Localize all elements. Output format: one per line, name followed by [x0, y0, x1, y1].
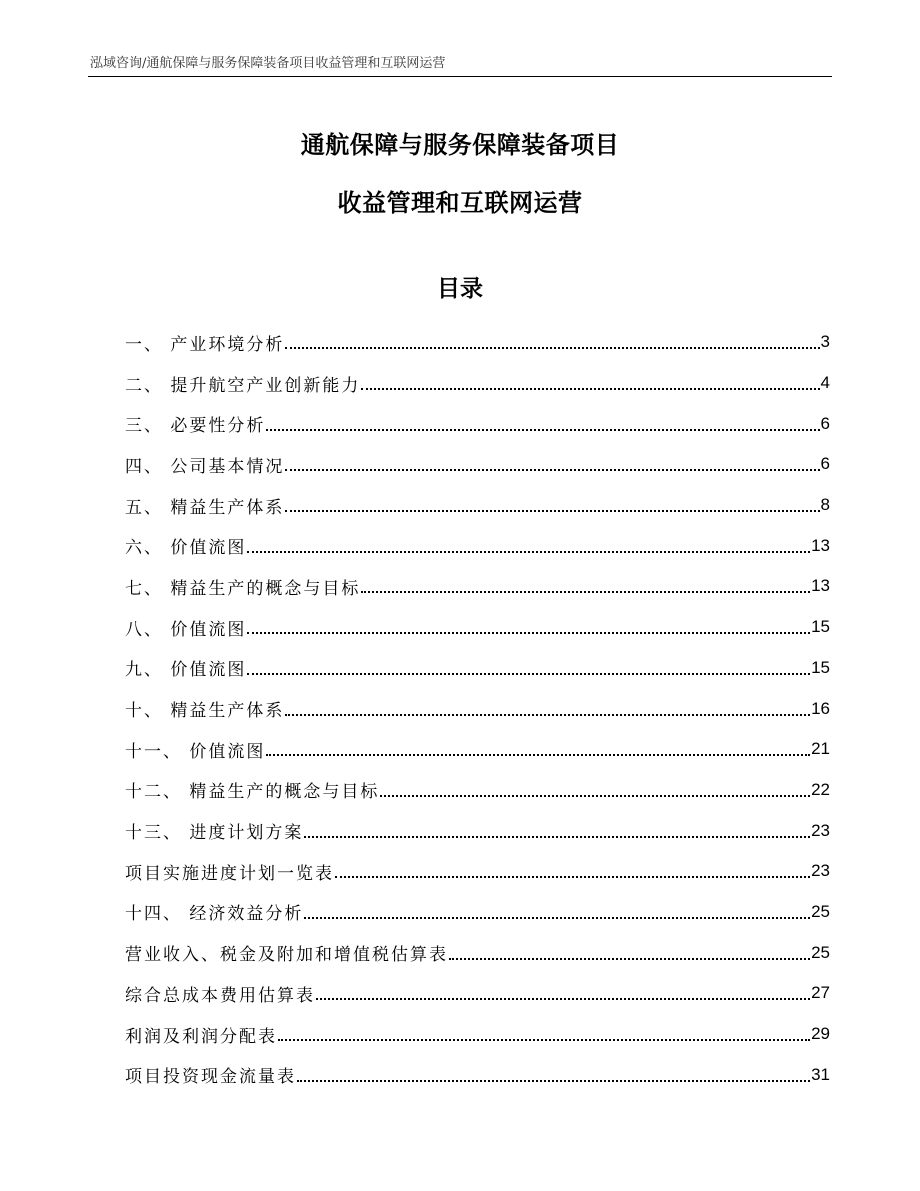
toc-entry[interactable] — [125, 810, 830, 851]
running-header: 泓域咨询/通航保障与服务保障装备项目收益管理和互联网运营 — [90, 56, 446, 71]
toc-entry-label: 三、 必要性分析 — [125, 416, 266, 437]
toc-dot-leader — [297, 1080, 810, 1082]
toc-entry-page: 23 — [811, 820, 830, 840]
toc-entry-label: 综合总成本费用估算表 — [125, 985, 315, 1006]
toc-entry[interactable] — [125, 485, 830, 526]
toc-entry-label: 十四、 经济效益分析 — [125, 904, 304, 925]
toc-entry-label: 一、 产业环境分析 — [125, 334, 285, 355]
toc-entry[interactable] — [125, 770, 830, 811]
toc-entry[interactable] — [125, 525, 830, 566]
toc-entry[interactable] — [125, 892, 830, 933]
toc-dot-leader — [285, 510, 819, 512]
toc-entry-label: 利润及利润分配表 — [125, 1026, 277, 1047]
toc-entry-page: 15 — [811, 657, 830, 677]
toc-entry-page: 4 — [820, 373, 830, 393]
toc-entry-label: 项目实施进度计划一览表 — [125, 863, 334, 884]
toc-dot-leader — [316, 998, 810, 1000]
toc-dot-leader — [380, 795, 810, 797]
toc-dot-leader — [278, 1039, 810, 1041]
toc-entry-page: 27 — [811, 983, 830, 1003]
toc-dot-leader — [285, 347, 819, 349]
toc-entry-page: 23 — [811, 861, 830, 881]
toc-entry-label: 项目投资现金流量表 — [125, 1067, 296, 1088]
toc-entry-page: 13 — [811, 576, 830, 596]
toc-entry-page: 13 — [811, 535, 830, 555]
toc-dot-leader — [247, 632, 810, 634]
toc-entry-label: 八、 价值流图 — [125, 619, 247, 640]
toc-dot-leader — [285, 469, 819, 471]
toc-entry-page: 31 — [811, 1064, 830, 1084]
toc-entry-label: 五、 精益生产体系 — [125, 497, 285, 518]
header-divider — [88, 76, 832, 77]
toc-entry[interactable] — [125, 729, 830, 770]
toc-entry-label: 七、 精益生产的概念与目标 — [125, 578, 361, 599]
toc-entry-page: 25 — [811, 901, 830, 921]
toc-entry[interactable] — [125, 1014, 830, 1055]
toc-dot-leader — [247, 673, 810, 675]
toc-entry-label: 营业收入、税金及附加和增值税估算表 — [125, 945, 448, 966]
toc-entry[interactable] — [125, 973, 830, 1014]
toc-entry-label: 四、 公司基本情况 — [125, 456, 285, 477]
document-title-line-1: 通航保障与服务保障装备项目 — [300, 131, 620, 159]
toc-dot-leader — [266, 429, 819, 431]
toc-dot-leader — [304, 836, 810, 838]
toc-entry[interactable] — [125, 444, 830, 485]
toc-heading: 目录 — [437, 276, 483, 302]
toc-entry[interactable] — [125, 1054, 830, 1095]
toc-dot-leader — [285, 714, 810, 716]
toc-entry-label: 十、 精益生产体系 — [125, 701, 285, 722]
toc-dot-leader — [266, 754, 810, 756]
toc-entry[interactable] — [125, 932, 830, 973]
toc-entry-label: 二、 提升航空产业创新能力 — [125, 375, 361, 396]
toc-dot-leader — [361, 591, 810, 593]
toc-entry[interactable] — [125, 566, 830, 607]
toc-entry[interactable] — [125, 363, 830, 404]
toc-entry[interactable] — [125, 322, 830, 363]
toc-dot-leader — [361, 388, 819, 390]
toc-entry[interactable] — [125, 851, 830, 892]
toc-dot-leader — [449, 958, 810, 960]
toc-entry-page: 22 — [811, 779, 830, 799]
toc-entry-page: 16 — [811, 698, 830, 718]
toc-entry[interactable] — [125, 607, 830, 648]
toc-entry-label: 九、 价值流图 — [125, 660, 247, 681]
toc-entry-label: 六、 价值流图 — [125, 538, 247, 559]
toc-dot-leader — [304, 917, 810, 919]
toc-entry[interactable] — [125, 648, 830, 689]
toc-entry-page: 6 — [820, 454, 830, 474]
toc-entry-page: 3 — [820, 332, 830, 352]
toc-entry-page: 6 — [820, 413, 830, 433]
toc-entry-label: 十一、 价值流图 — [125, 741, 266, 762]
toc-entry-page: 29 — [811, 1024, 830, 1044]
toc-entry[interactable] — [125, 688, 830, 729]
toc-entry-page: 25 — [811, 942, 830, 962]
toc-entry-page: 21 — [811, 739, 830, 759]
table-of-contents — [125, 322, 830, 1095]
toc-entry-label: 十三、 进度计划方案 — [125, 823, 304, 844]
toc-entry[interactable] — [125, 403, 830, 444]
toc-entry-label: 十二、 精益生产的概念与目标 — [125, 782, 380, 803]
toc-entry-page: 15 — [811, 617, 830, 637]
toc-dot-leader — [247, 551, 810, 553]
toc-entry-page: 8 — [820, 495, 830, 515]
toc-dot-leader — [335, 876, 810, 878]
document-title-line-2: 收益管理和互联网运营 — [337, 189, 583, 217]
